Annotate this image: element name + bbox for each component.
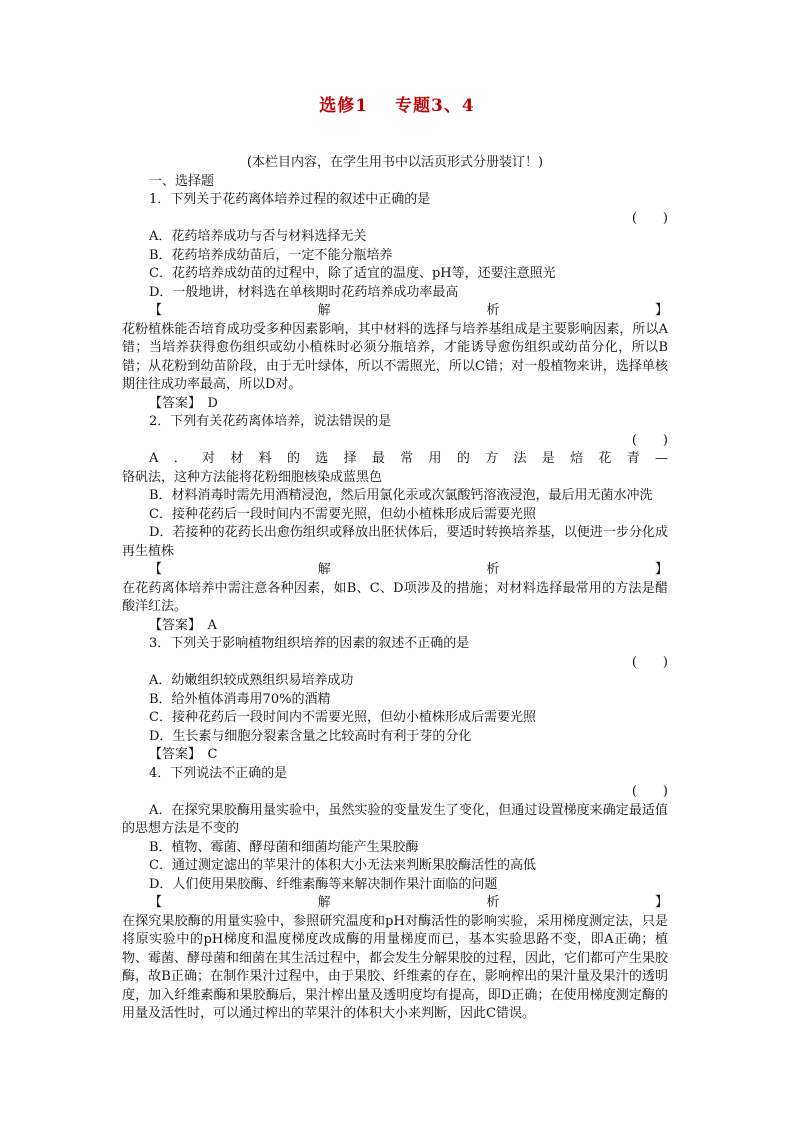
answer-paren: ( ) xyxy=(631,654,668,670)
q3-option-d: D．生长素与细胞分裂素含量之比较高时有利于芽的分化 xyxy=(149,728,472,744)
q2-answer: 【答案】 A xyxy=(149,617,217,633)
q2-option-b: B．材料消毒时需先用酒精浸泡，然后用氯化汞或次氯酸钙溶液浸泡，最后用无菌水冲洗 xyxy=(149,488,653,503)
q3-option-b: B．给外植体消毒用70%的酒精 xyxy=(149,691,331,707)
q2-analysis: 在花药离体培养中需注意各种因素，如B、C、D项涉及的措施；对材料选择最常用的方法是醋酸洋红法。 xyxy=(122,580,668,614)
section-heading: 一、选择题 xyxy=(149,173,215,189)
q1-option-a: A．花药培养成功与否与材料选择无关 xyxy=(149,229,367,244)
title-module: 选修1 xyxy=(319,96,369,116)
q2-option-a: A ． 对 材 料 的 选 择 最 常 用 的 方 法 是 焙 花 青 — xyxy=(149,451,668,466)
q4-option-c: C．通过测定滤出的苹果汁的体积大小无法来判断果胶酶活性的高低 xyxy=(149,858,536,873)
q3-stem: 3．下列关于影响植物组织培养的因素的叙述不正确的是 xyxy=(149,636,470,651)
q2-option-c: C．接种花药后一段时间内不需要光照，但幼小植株形成后需要光照 xyxy=(149,506,536,522)
q4-stem: 4．下列说法不正确的是 xyxy=(149,765,288,781)
q1-option-d: D．一般地讲，材料选在单核期时花药培养成功率最高 xyxy=(149,284,459,300)
q1-answer: 【答案】 D xyxy=(149,395,218,411)
answer-paren: ( ) xyxy=(631,432,668,448)
q3-option-c: C．接种花药后一段时间内不需要光照，但幼小植株形成后需要光照 xyxy=(149,710,536,725)
q4-option-d: D．人们使用果胶酶、纤维素酶等来解决制作果汁面临的问题 xyxy=(149,876,498,892)
q4-analysis: 在探究果胶酶的用量实验中，参照研究温度和pH对酶活性的影响实验，采用梯度测定法，只是将原实验中的pH梯度和温度梯度改成酶的用量梯度而已，基本实验思路不变，即A正确；植物、霉菌、酵母菌和细菌在其生活过程中，都会发生分解果胶的过程，因此，它们都可产生果胶酶，故B正确；在制作果汁过程中，由于果胶、纤维素的存在，影响榨出的果汁量及果汁的透明度，加入纤维素酶和果胶酶后，果汁榨出量及透明度均有提高，即D正确；在使用梯度测定酶的用量及活性时，可以通过榨出的苹果汁的体积大小来判断，因此C错误。 xyxy=(122,913,669,1021)
q3-answer: 【答案】 C xyxy=(149,747,218,762)
q2-option-a-cont: 铬矾法，这种方法能将花粉细胞核染成蓝黑色 xyxy=(122,469,383,485)
q1-stem: 1．下列关于花药离体培养过程的叙述中正确的是 xyxy=(149,192,431,207)
page-title xyxy=(0,91,794,116)
document-body xyxy=(122,154,668,1024)
analysis-header: 【 解 析 】 xyxy=(149,303,668,318)
q4-option-a: A．在探究果胶酶用量实验中，虽然实验的变量发生了变化，但通过设置梯度来确定最适值的思想方法是不变的 xyxy=(122,802,668,836)
q3-option-a: A．幼嫩组织较成熟组织易培养成功 xyxy=(149,673,354,688)
analysis-header: 【 解 析 】 xyxy=(149,562,668,577)
q4-option-b: B．植物、霉菌、酵母菌和细菌均能产生果胶酶 xyxy=(149,839,419,855)
answer-paren: ( ) xyxy=(631,210,668,226)
q1-option-c: C．花药培养成幼苗的过程中，除了适宜的温度、pH等，还要注意照光 xyxy=(149,266,556,281)
q1-analysis: 花粉植株能否培育成功受多种因素影响，其中材料的选择与培养基组成是主要影响因素，所以A错；当培养获得愈伤组织或幼小植株时必须分瓶培养，才能诱导愈伤组织或幼苗分化，所以B错；从花粉到幼苗阶段，由于无叶绿体，所以不需照光，所以C错；对一般植物来讲，选择单核期往往成功率最高，所以D对。 xyxy=(122,321,668,392)
analysis-header: 【 解 析 】 xyxy=(149,895,668,910)
q1-option-b: B．花药培养成幼苗后，一定不能分瓶培养 xyxy=(149,247,393,263)
q2-option-d: D．若接种的花药长出愈伤组织或释放出胚状体后，要适时转换培养基，以便进一步分化成再生植株 xyxy=(122,525,668,559)
binding-note: (本栏目内容，在学生用书中以活页形式分册装订！) xyxy=(246,155,544,170)
title-topic: 专题3、4 xyxy=(395,96,475,116)
answer-paren: ( ) xyxy=(631,784,668,799)
q2-stem: 2．下列有关花药离体培养，说法错误的是 xyxy=(149,414,392,429)
